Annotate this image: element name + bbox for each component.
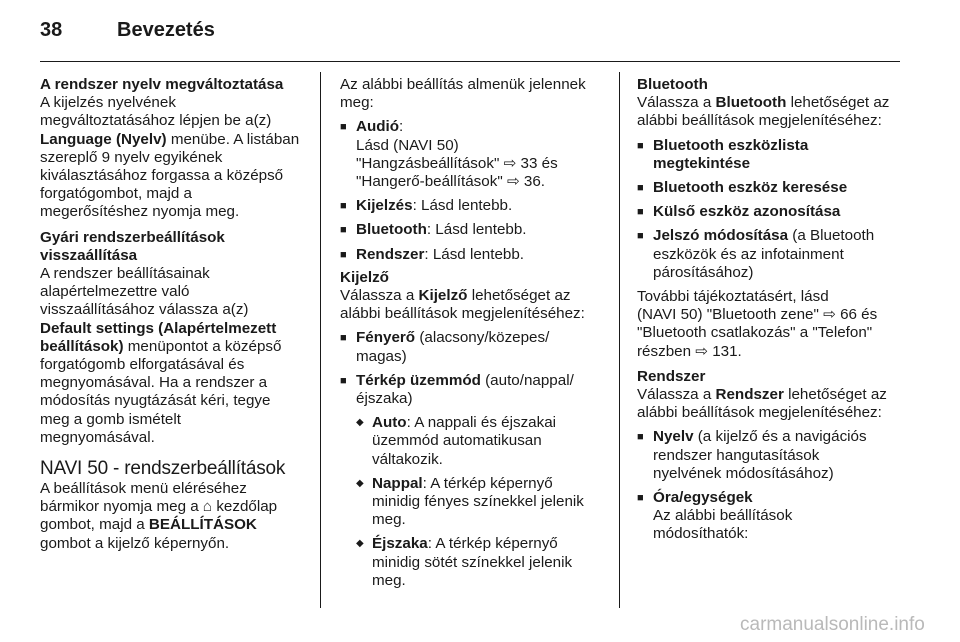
header-divider bbox=[40, 61, 900, 62]
column-2 bbox=[340, 76, 608, 590]
column-1 bbox=[40, 76, 308, 553]
page-ref-icon: ⇨ bbox=[506, 173, 520, 191]
page-number: 38 bbox=[40, 19, 63, 41]
list-item-bt-search: ■ Bluetooth eszköz keresése bbox=[637, 179, 905, 197]
menu-name-language: Language (Nyelv) bbox=[40, 130, 167, 148]
list-item-bt-external-auth: ■ Külső eszköz azonosítása bbox=[637, 203, 905, 221]
paragraph-bt-more-info: További tájékoztatásért, lásd (NAVI 50) "Bluetooth zene" ⇨ 66 és "Bluetooth csatlakozás" a "Telefon" részben ⇨ 131. bbox=[637, 288, 878, 360]
subheading-display: Kijelző bbox=[340, 268, 389, 286]
menu-name-default-settings: Default settings (Alapértelmezett beállítások) bbox=[40, 319, 277, 355]
heading-navi50-settings: NAVI 50 - rendszerbeállítások bbox=[40, 458, 286, 480]
section-title: Bevezetés bbox=[117, 19, 215, 41]
list-item-brightness: ■ Fényerő (alacsony/közepes/ magas) bbox=[340, 329, 608, 365]
sub-item-night: ◆ Éjszaka: A térkép képernyő minidig sötét színekkel jelenik meg. bbox=[356, 535, 608, 590]
paragraph-bluetooth: Válassza a Bluetooth lehetőséget az alábbi beállítások megjelenítéséhez: bbox=[637, 94, 890, 130]
list-item-map-mode: ■ Térkép üzemmód (auto/nappal/ éjszaka) bbox=[340, 372, 608, 408]
page-ref-icon: ⇨ bbox=[503, 154, 517, 172]
sub-item-day: ◆ Nappal: A térkép képernyő minidig fényes színekkel jelenik meg. bbox=[356, 475, 608, 530]
paragraph-language: A kijelzés nyelvének megváltoztatásához lépjen be a(z) Language (Nyelv) menübe. A listában szereplő 9 nyelv egyikének kiválasztásához forgassa a középső forgatógombot, majd a megerősítéshez nyomja meg. bbox=[40, 94, 300, 221]
paragraph-system: Válassza a Rendszer lehetőséget az alábbi beállítások megjelenítéséhez: bbox=[637, 386, 887, 422]
list-item-display: ■ Kijelzés: Lásd lentebb. bbox=[340, 197, 608, 215]
list-item-bt-device-list: ■ Bluetooth eszközlista megtekintése bbox=[637, 137, 905, 173]
page-ref-icon: ⇨ bbox=[695, 342, 708, 360]
list-item-system: ■ Rendszer: Lásd lentebb. bbox=[340, 246, 608, 264]
sub-item-auto: ◆ Auto: A nappali és éjszakai üzemmód automatikusan váltakozik. bbox=[356, 414, 608, 469]
subheading-factory-reset: Gyári rendszerbeállítások visszaállítása bbox=[40, 228, 225, 264]
home-icon: ⌂ bbox=[202, 498, 213, 516]
paragraph-factory-reset: A rendszer beállításainak alapértelmezettre való visszaállításához válassza a(z) Default settings (Alapértelmezett beállítások) menüpontot a középső forgatógomb elforgatásával és megnyomásával. Ha a rendszer a módosítás nyugtázását kéri, tegye meg a gomb ismételt megnyomásával. bbox=[40, 265, 282, 446]
column-3 bbox=[637, 76, 905, 544]
watermark: carmanualsonline.info bbox=[740, 614, 925, 635]
list-item-language: ■ Nyelv (a kijelző és a navigációs rendszer hangutasítások nyelvének módosításához) bbox=[637, 428, 905, 483]
subheading-bluetooth: Bluetooth bbox=[637, 76, 708, 93]
list-item-bluetooth: ■ Bluetooth: Lásd lentebb. bbox=[340, 221, 608, 239]
paragraph-display: Válassza a Kijelző lehetőséget az alábbi beállítások megjelenítéséhez: bbox=[340, 287, 585, 323]
paragraph-submenus: Az alábbi beállítás almenük jelennek meg: bbox=[340, 76, 586, 112]
page-ref-icon: ⇨ bbox=[823, 306, 836, 324]
list-item-clock-units: ■ Óra/egységek Az alábbi beállítások módosíthatók: bbox=[637, 489, 905, 544]
subheading-system: Rendszer bbox=[637, 367, 706, 385]
list-item-audio: ■ Audió: Lásd (NAVI 50) "Hangzásbeállítások" ⇨ 33 és "Hangerő-beállítások" ⇨ 36. bbox=[340, 118, 608, 191]
paragraph-settings-menu: A beállítások menü eléréséhez bármikor nyomja meg a ⌂ kezdőlap gombot, majd a BEÁLLÍTÁSOK gombot a kijelző képernyőn. bbox=[40, 480, 278, 552]
button-name-settings: BEÁLLÍTÁSOK bbox=[148, 516, 257, 534]
subheading-language: A rendszer nyelv megváltoztatása bbox=[40, 76, 284, 93]
column-divider-1 bbox=[320, 72, 321, 608]
column-divider-2 bbox=[619, 72, 620, 608]
list-item-bt-passcode: ■ Jelszó módosítása (a Bluetooth eszközök és az infotainment párosításához) bbox=[637, 227, 905, 282]
